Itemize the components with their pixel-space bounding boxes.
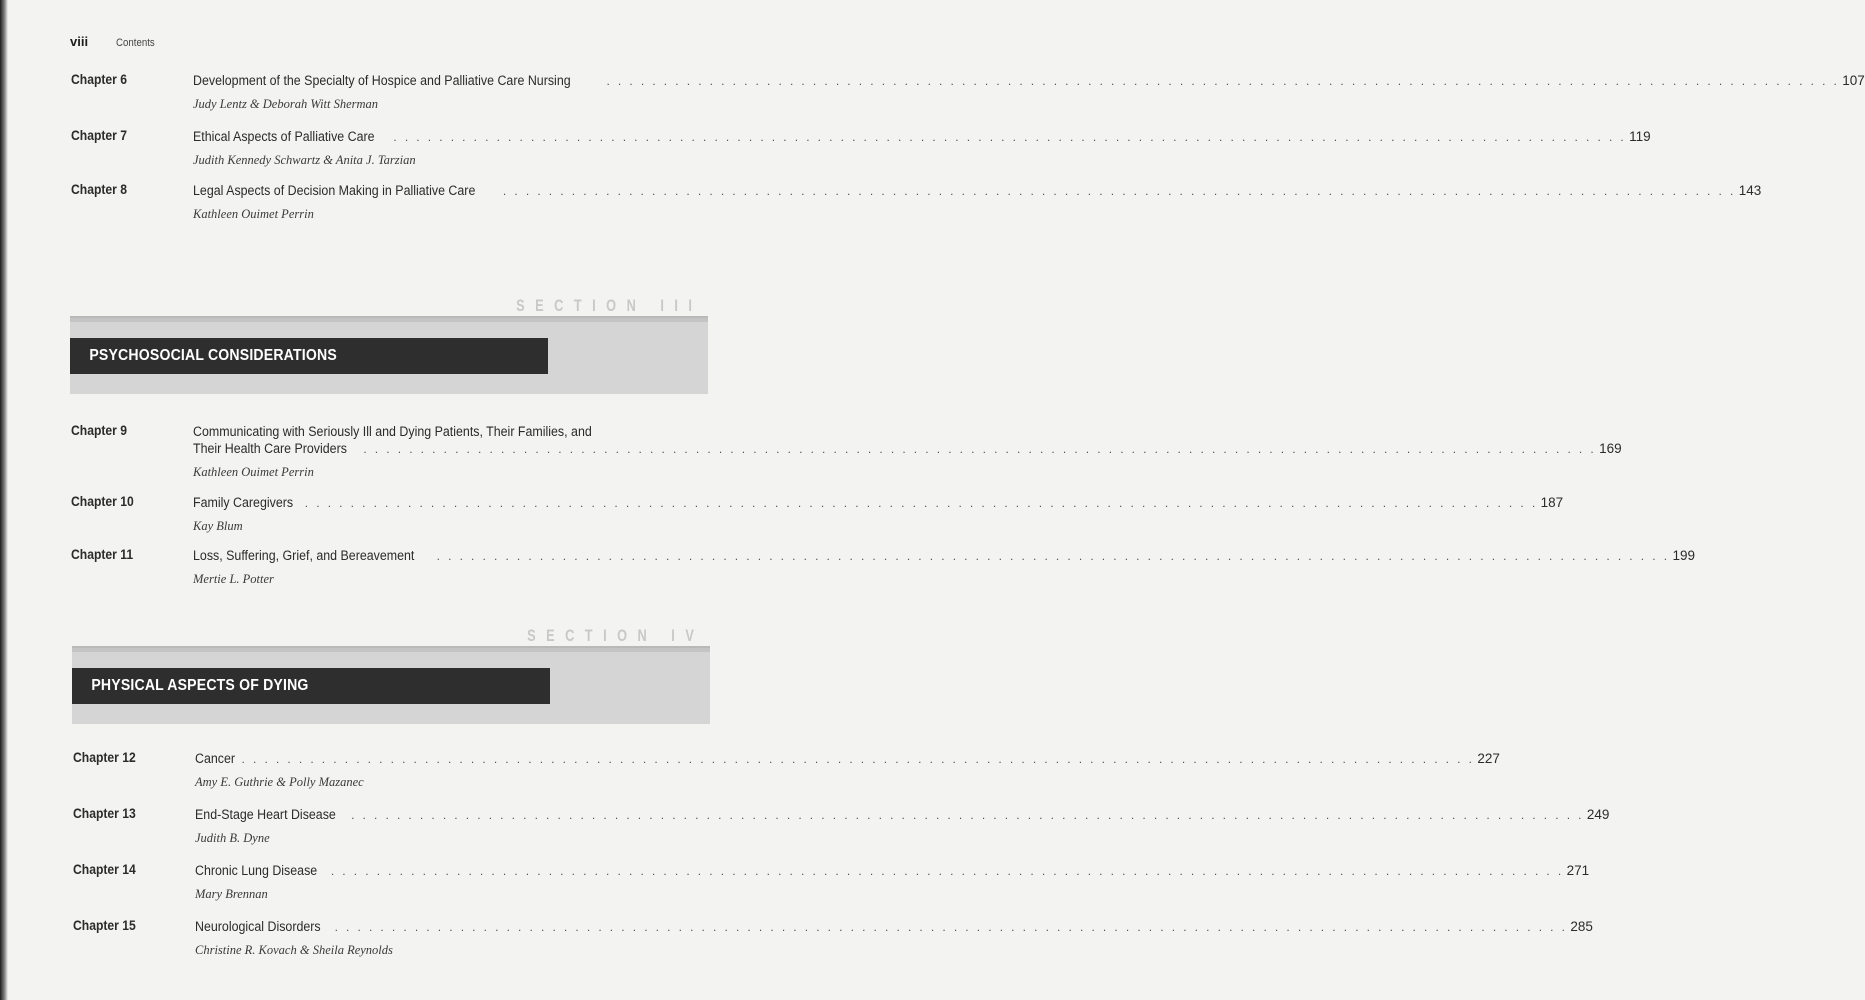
chapter-title[interactable]: Chronic Lung Disease	[195, 863, 318, 878]
chapter-authors: Kay Blum	[193, 519, 243, 533]
toc-entry-chapter-13[interactable]	[73, 806, 1610, 846]
dot-leader	[305, 495, 1538, 512]
toc-entry-chapter-9[interactable]	[71, 423, 1622, 480]
toc-entry-chapter-10[interactable]	[71, 494, 1564, 534]
page-number: 169	[1599, 441, 1622, 456]
page-number: 271	[1566, 863, 1590, 878]
chapter-title[interactable]: Their Health Care Providers	[193, 441, 347, 456]
toc-entry-chapter-14[interactable]	[73, 862, 1590, 902]
chapter-label: Chapter 9	[71, 423, 128, 438]
chapter-label: Chapter 14	[73, 862, 136, 877]
chapter-authors: Christine R. Kovach & Sheila Reynolds	[195, 943, 393, 957]
dot-leader	[351, 807, 1584, 824]
page-folio: viii	[70, 34, 89, 49]
chapter-label: Chapter 11	[71, 547, 134, 562]
toc-entry-chapter-11[interactable]	[71, 547, 1695, 587]
page-number: 143	[1738, 183, 1762, 198]
chapter-title[interactable]: Cancer	[195, 751, 236, 766]
page-number: 107	[1842, 73, 1865, 88]
chapter-title[interactable]: End-Stage Heart Disease	[195, 807, 336, 822]
dot-leader	[331, 863, 1564, 880]
page-number: 119	[1629, 129, 1651, 144]
section-label: SECTION IV	[526, 626, 704, 645]
dot-leader	[363, 441, 1596, 458]
section-4-band	[72, 626, 710, 724]
dot-leader	[606, 73, 1839, 90]
chapter-authors: Amy E. Guthrie & Polly Mazanec	[195, 775, 364, 789]
chapter-title[interactable]: Family Caregivers	[193, 495, 294, 510]
chapter-label: Chapter 6	[71, 72, 128, 87]
page-edge-shadow	[0, 0, 8, 1000]
chapter-label: Chapter 13	[73, 806, 136, 821]
dot-leader	[503, 183, 1736, 200]
page-number: 285	[1570, 919, 1593, 934]
chapter-title[interactable]: Loss, Suffering, Grief, and Bereavement	[193, 548, 415, 563]
chapter-title[interactable]: Development of the Specialty of Hospice and Palliative Care Nursing	[193, 73, 571, 88]
chapter-title[interactable]: Legal Aspects of Decision Making in Palliative Care	[193, 183, 476, 198]
page-number: 249	[1586, 807, 1610, 822]
chapter-title[interactable]: Ethical Aspects of Palliative Care	[193, 129, 375, 144]
chapter-authors: Judith B. Dyne	[195, 831, 270, 845]
chapter-label: Chapter 8	[71, 182, 128, 197]
toc-entry-chapter-6[interactable]	[71, 72, 1865, 112]
chapter-label: Chapter 15	[73, 918, 136, 933]
page-number: 199	[1672, 548, 1695, 563]
dot-leader	[335, 919, 1568, 936]
toc-entry-chapter-15[interactable]	[73, 918, 1593, 958]
dot-leader	[242, 751, 1475, 768]
section-label: SECTION III	[515, 296, 702, 315]
section-title: PSYCHOSOCIAL CONSIDERATIONS	[89, 347, 337, 364]
section-title-bar	[70, 338, 548, 374]
chapter-label: Chapter 7	[71, 128, 128, 143]
toc-entry-chapter-12[interactable]	[73, 750, 1500, 790]
chapter-authors: Judith Kennedy Schwartz & Anita J. Tarzian	[193, 153, 416, 167]
dot-leader	[437, 548, 1670, 565]
chapter-authors: Judy Lentz & Deborah Witt Sherman	[193, 97, 379, 111]
chapter-authors: Kathleen Ouimet Perrin	[193, 465, 314, 479]
section-title-bar	[72, 668, 550, 704]
section-3-band	[70, 296, 708, 394]
toc-entry-chapter-7[interactable]	[71, 128, 1651, 168]
dot-leader	[393, 129, 1626, 146]
chapter-label: Chapter 12	[73, 750, 136, 765]
page-number: 227	[1477, 751, 1500, 766]
page-header	[70, 34, 160, 49]
page-number: 187	[1540, 495, 1564, 510]
chapter-authors: Mertie L. Potter	[193, 572, 274, 586]
section-title: PHYSICAL ASPECTS OF DYING	[91, 677, 309, 694]
chapter-title[interactable]: Neurological Disorders	[195, 919, 321, 934]
toc-entry-chapter-8[interactable]	[71, 182, 1762, 222]
running-head: Contents	[116, 37, 155, 49]
chapter-title-line-1[interactable]: Communicating with Seriously Ill and Dying Patients, Their Families, and	[193, 424, 592, 439]
chapter-label: Chapter 10	[71, 494, 134, 509]
chapter-authors: Kathleen Ouimet Perrin	[193, 207, 314, 221]
chapter-authors: Mary Brennan	[195, 887, 268, 901]
